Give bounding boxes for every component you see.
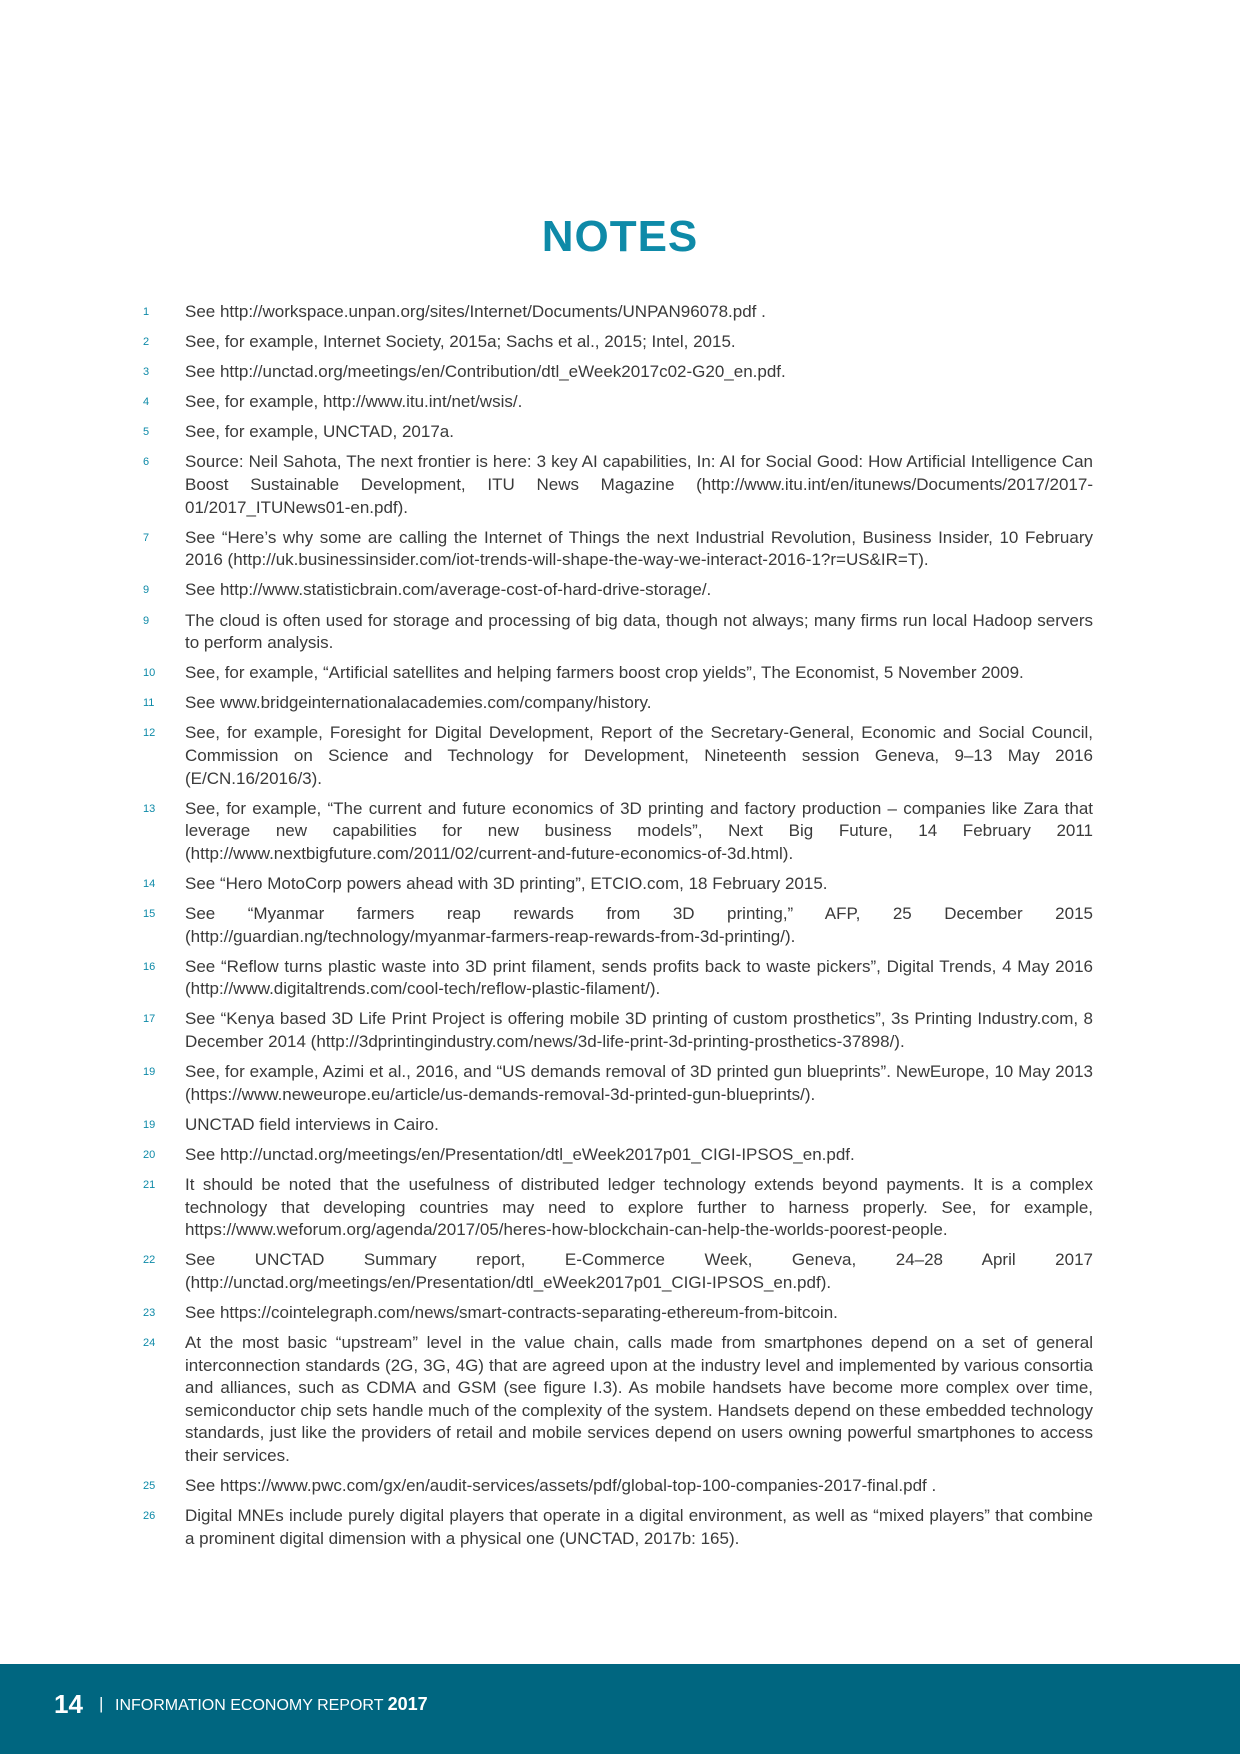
- note-text: See http://workspace.unpan.org/sites/Internet/Documents/UNPAN96078.pdf .: [185, 302, 766, 321]
- note-number: 6: [143, 456, 150, 469]
- footer-separator: |: [99, 1694, 104, 1713]
- note-text: See, for example, Internet Society, 2015a; Sachs et al., 2015; Intel, 2015.: [185, 332, 736, 352]
- note-number: 9: [143, 584, 150, 597]
- note-item: [0, 1475, 1240, 1498]
- note-item: [0, 1332, 1240, 1468]
- note-number: 2: [143, 336, 150, 349]
- report-title-text: INFORMATION ECONOMY REPORT: [115, 1697, 384, 1714]
- note-number: 4: [143, 396, 150, 409]
- note-text: See https://www.pwc.com/gx/en/audit-services/assets/pdf/global-top-100-companies-2017-final.pdf .: [185, 1476, 937, 1496]
- page-title: NOTES: [541, 212, 699, 261]
- note-number: 13: [143, 802, 156, 815]
- note-item: [0, 331, 1240, 354]
- note-item: [0, 903, 1240, 948]
- note-text: See http://unctad.org/meetings/en/Presentation/dtl_eWeek2017p01_CIGI-IPSOS_en.pdf.: [185, 1144, 855, 1164]
- note-number: 20: [143, 1148, 156, 1161]
- note-item: [0, 391, 1240, 414]
- note-text: See http://www.statisticbrain.com/average-cost-of-hard-drive-storage/.: [185, 580, 712, 600]
- note-number: 15: [143, 908, 156, 921]
- note-item: [0, 527, 1240, 572]
- note-number: 25: [143, 1480, 156, 1493]
- note-item: [0, 579, 1240, 602]
- footer-bar: [0, 1664, 1240, 1754]
- note-item: [0, 1061, 1240, 1106]
- note-text: See https://cointelegraph.com/news/smart-contracts-separating-ethereum-from-bitcoin.: [185, 1302, 838, 1322]
- note-number: 14: [143, 877, 156, 890]
- note-number: 3: [143, 366, 150, 379]
- note-text: At the most basic “upstream” level in the value chain, calls made from smartphones depend on a set of general interconnection standards (2G, 3G, 4G) that are agreed upon at the industry level and implemented by various consortia and alliances, such as CDMA and GSM (see figure I.3). As mobile handsets have become more complex over time, semiconductor chip sets handle much of the complexity of the system. Handsets depend on these embedded technology standards, just like the providers of retail and mobile services depend on users owning powerful smartphones to access their services.: [185, 1333, 1093, 1466]
- report-year: 2017: [387, 1694, 428, 1714]
- note-item: [0, 722, 1240, 790]
- note-text: See “Here’s why some are calling the Internet of Things the next Industrial Revolution, Business Insider, 10 February 2016 (http://uk.businessinsider.com/iot-trends-will-shape-the-way-we-interact-2016-1?r=US&IR=T).: [185, 527, 1093, 570]
- note-number: 23: [143, 1306, 156, 1319]
- note-item: [0, 798, 1240, 866]
- note-text: See http://unctad.org/meetings/en/Contribution/dtl_eWeek2017c02-G20_en.pdf.: [185, 362, 786, 382]
- note-text: See, for example, UNCTAD, 2017a.: [185, 422, 454, 442]
- note-number: 7: [143, 531, 150, 544]
- note-number: 21: [143, 1179, 156, 1191]
- note-item: [0, 1174, 1240, 1242]
- note-item: [0, 1505, 1240, 1550]
- note-number: 12: [143, 727, 156, 740]
- note-text: See “Hero MotoCorp powers ahead with 3D printing”, ETCIO.com, 18 February 2015.: [185, 873, 828, 893]
- note-item: [0, 610, 1240, 655]
- note-text: Source: Neil Sahota, The next frontier is here: 3 key AI capabilities, In: AI for Social Good: How Artificial Intelligence Can Boost Sustainable Development, ITU News Magazine (http://www.itu.int/en/itunews/Documents/2017/2017-01/2017_ITUNews01-en.pdf).: [185, 452, 1093, 517]
- report-title: [115, 1664, 428, 1746]
- note-item: [0, 956, 1240, 1001]
- note-item: [0, 873, 1240, 896]
- page-number: 14: [54, 1689, 83, 1719]
- note-number: 16: [143, 960, 156, 973]
- notes-list: [0, 301, 1240, 1558]
- note-item: [0, 1249, 1240, 1294]
- note-number: 1: [143, 306, 150, 318]
- note-item: [0, 301, 1240, 324]
- note-text: Digital MNEs include purely digital players that operate in a digital environment, as well as “mixed players” that combine a prominent digital dimension with a physical one (UNCTAD, 2017b: 165).: [185, 1506, 1093, 1548]
- note-text: See, for example, Foresight for Digital Development, Report of the Secretary-General, Economic and Social Council, Commission on Science and Technology for Development, Nineteenth session Geneva, 9–13 May 2016 (E/CN.16/2016/3).: [185, 723, 1093, 788]
- note-item: [0, 1114, 1240, 1137]
- note-text: UNCTAD field interviews in Cairo.: [185, 1114, 439, 1134]
- note-number: 19: [143, 1066, 156, 1079]
- note-item: [0, 1008, 1240, 1053]
- note-item: [0, 1144, 1240, 1167]
- note-number: 19: [143, 1118, 156, 1131]
- note-item: [0, 692, 1240, 715]
- note-item: [0, 451, 1240, 519]
- note-number: 11: [143, 697, 155, 710]
- note-number: 24: [143, 1337, 156, 1350]
- note-text: See UNCTAD Summary report, E-Commerce Week, Geneva, 24–28 April 2017 (http://unctad.org/meetings/en/Presentation/dtl_eWeek2017p01_CIGI-IPSOS_en.pdf).: [185, 1250, 1093, 1292]
- note-text: It should be noted that the usefulness of distributed ledger technology extends beyond payments. It is a complex technology that developing countries may need to explore further to harness properly. See, for example, https://www.weforum.org/agenda/2017/05/heres-how-blockchain-can-help-the-worlds-poorest-people.: [185, 1175, 1093, 1240]
- note-text: The cloud is often used for storage and processing of big data, though not always; many firms run local Hadoop servers to perform analysis.: [185, 610, 1093, 653]
- note-text: See, for example, http://www.itu.int/net/wsis/.: [185, 392, 523, 412]
- note-item: [0, 361, 1240, 384]
- note-number: 26: [143, 1510, 156, 1523]
- note-number: 17: [143, 1013, 156, 1026]
- note-text: See, for example, “Artificial satellites and helping farmers boost crop yields”, The Economist, 5 November 2009.: [185, 663, 1024, 683]
- note-item: [0, 1302, 1240, 1325]
- note-text: See “Reflow turns plastic waste into 3D print filament, sends profits back to waste pickers”, Digital Trends, 4 May 2016 (http://www.digitaltrends.com/cool-tech/reflow-plastic-filament/).: [185, 956, 1093, 999]
- note-text: See, for example, Azimi et al., 2016, and “US demands removal of 3D printed gun blueprints”. NewEurope, 10 May 2013 (https://www.neweurope.eu/article/us-demands-removal-3d-printed-gun-blueprints/).: [185, 1062, 1093, 1104]
- note-text: See www.bridgeinternationalacademies.com/company/history.: [185, 693, 652, 713]
- note-text: See “Myanmar farmers reap rewards from 3D printing,” AFP, 25 December 2015 (http://guardian.ng/technology/myanmar-farmers-reap-rewards-from-3d-printing/).: [185, 904, 1093, 946]
- note-number: 10: [143, 667, 156, 680]
- note-number: 5: [143, 426, 150, 439]
- note-number: 9: [143, 614, 150, 627]
- note-text: See, for example, “The current and future economics of 3D printing and factory production – companies like Zara that leverage new capabilities for new business models”, Next Big Future, 14 February 2011 (http://www.nextbigfuture.com/2011/02/current-and-future-economics-of-3d.html).: [185, 798, 1093, 863]
- note-number: 22: [143, 1254, 156, 1267]
- note-item: [0, 662, 1240, 685]
- note-text: See “Kenya based 3D Life Print Project is offering mobile 3D printing of custom prosthetics”, 3s Printing Industry.com, 8 December 2014 (http://3dprintingindustry.com/news/3d-life-print-3d-printing-prosthetics-37898/).: [185, 1009, 1093, 1052]
- note-item: [0, 421, 1240, 444]
